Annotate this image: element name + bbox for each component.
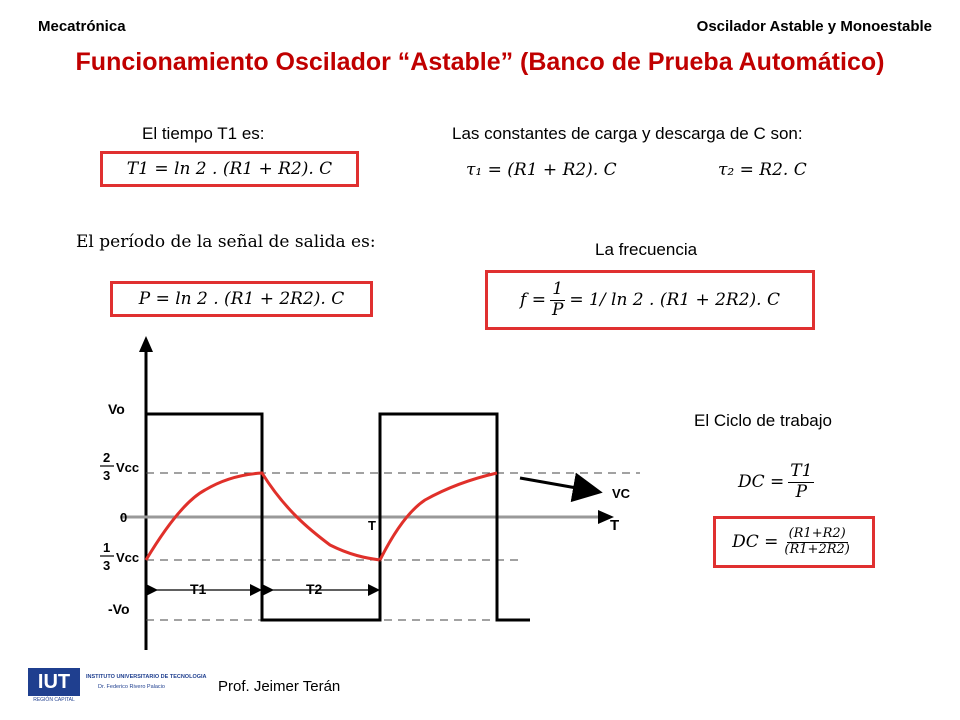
t2-label: T2 [306,581,323,597]
period-formula: P = ln 2 . (R1 + 2R2). C [138,289,345,309]
t1-label: T1 [190,581,207,597]
astable-waveform-diagram [0,330,660,660]
tau2-formula: τ₂ = R2. C [718,160,807,180]
t1-formula: T1 = ln 2 . (R1 + R2). C [126,159,333,179]
one-label: 1 [103,540,111,555]
duty-cycle-label: El Ciclo de trabajo [694,411,832,430]
period-label: El período de la señal de salida es: [76,232,376,252]
neg-vo-label: -Vo [108,601,130,617]
duty-lhs-1: DC = [738,472,785,493]
vcc-bottom-label: Vcc [116,550,140,565]
vo-label: Vo [108,401,125,417]
duty-formula-box [713,516,875,568]
three-top-label: 3 [103,468,111,483]
t1-label: El tiempo T1 es: [142,124,265,143]
frequency-numerator: 1 [552,278,564,299]
constants-label: Las constantes de carga y descarga de C son: [452,124,803,143]
iut-logo-mark: IUT [28,668,80,696]
vcc-top-label: Vcc [116,460,140,475]
duty-numerator-1: T1 [790,461,813,481]
duty-denominator-1: P [795,481,808,502]
two-label: 2 [103,450,111,465]
institute-logo [28,668,207,706]
frequency-rhs: = 1/ ln 2 . (R1 + 2R2). C [569,290,780,310]
region-text: REGIÓN CAPITAL [33,697,75,703]
frequency-formula-box [485,270,815,330]
institute-name: INSTITUTO UNIVERSITARIO DE TECNOLOGIA [86,674,207,680]
frequency-fraction [550,280,565,320]
three-bottom-label: 3 [103,558,111,573]
vertical-axis-arrow-icon [139,336,153,352]
frequency-label: La frecuencia [595,240,698,259]
slide-title: Funcionamiento Oscilador “Astable” (Banco de Prueba Automático) [75,48,885,76]
duty-lhs-2: DC = [732,532,779,552]
duty-fraction-2 [782,527,851,558]
vc-label: VC [612,486,631,501]
duty-fraction-1 [788,462,814,502]
period-formula-box [110,281,373,317]
slide-topic: Oscilador Astable y Monoestable [696,18,932,35]
institute-dr-name: Dr. Federico Rivero Palacio [98,684,165,690]
vc-pointer-arrow-icon [520,478,588,490]
tau1-formula: τ₁ = (R1 + R2). C [466,160,617,180]
zero-label: 0 [120,510,128,525]
duty-numerator-2: (R1+R2) [788,525,846,541]
t1-formula-box [100,151,359,187]
course-name: Mecatrónica [38,18,126,35]
time-axis-label: T [610,517,620,534]
frequency-lhs: f = [520,290,546,310]
period-marker-label: T [368,518,376,533]
duty-denominator-2: (R1+2R2) [784,541,850,557]
author-credit: Prof. Jeimer Terán [218,678,341,695]
frequency-denominator: P [551,299,564,320]
duty-cycle-definition [738,462,818,502]
